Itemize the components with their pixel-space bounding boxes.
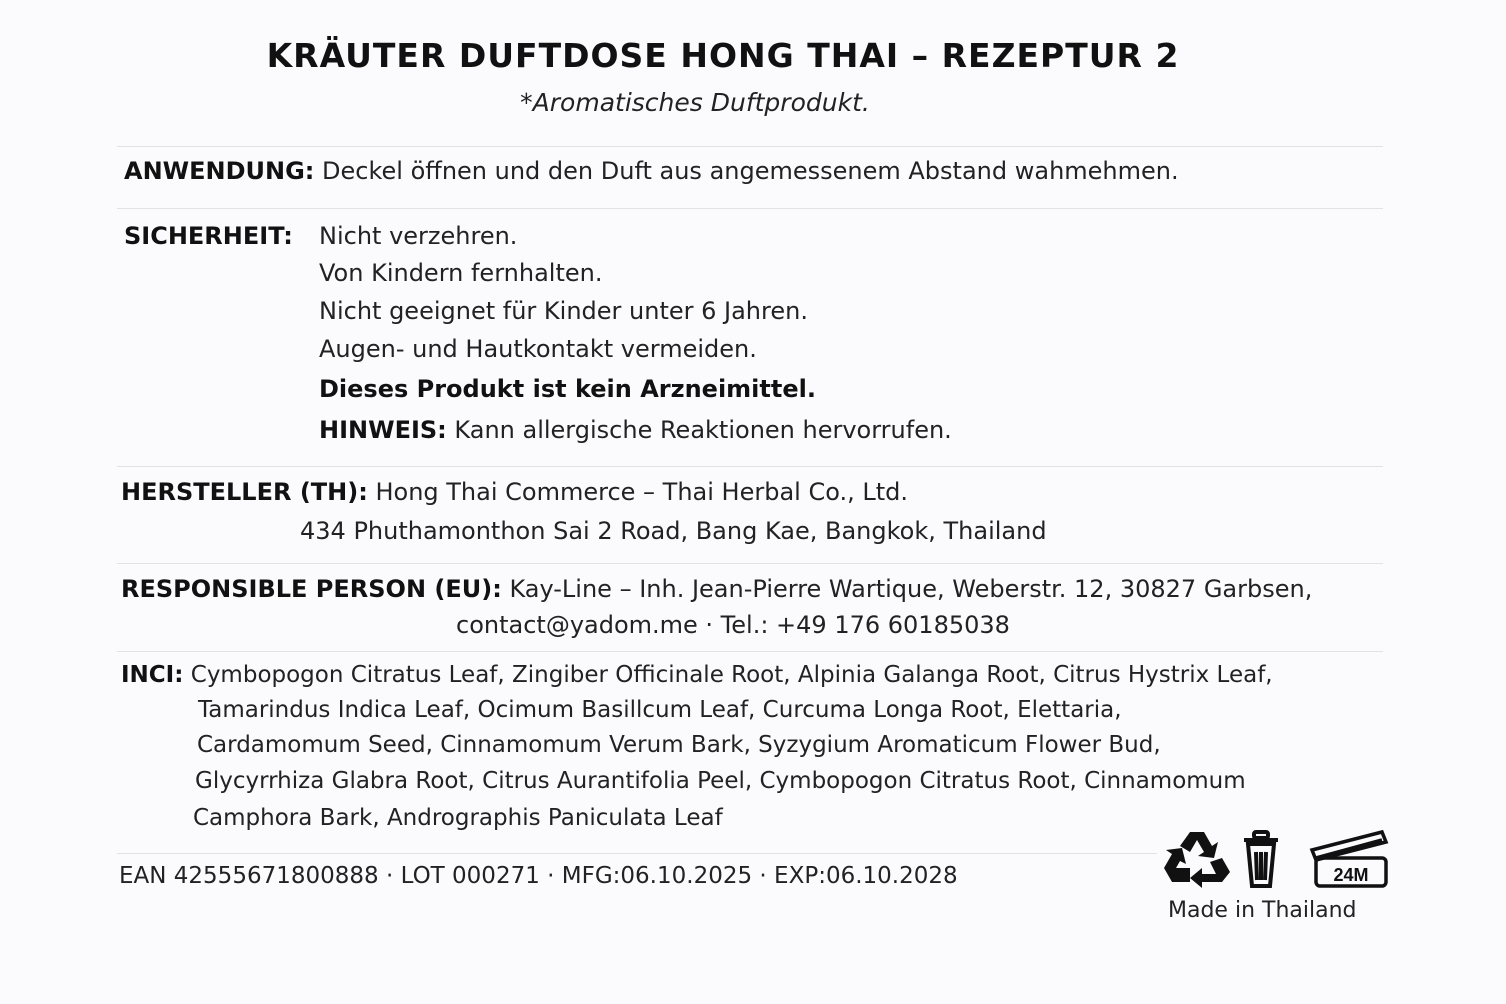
hersteller-label: HERSTELLER (TH): [121, 478, 368, 506]
hersteller-row [121, 478, 908, 506]
divider [117, 853, 1157, 854]
anwendung-label: ANWENDUNG: [124, 157, 315, 185]
sicherheit-line: Von Kindern fernhalten. [319, 259, 603, 287]
hinweis-row [319, 416, 952, 444]
sicherheit-label: SICHERHEIT: [124, 222, 293, 250]
responsible-contact: contact@yadom.me · Tel.: +49 176 60185038 [456, 611, 1010, 639]
hersteller-address: 434 Phuthamonthon Sai 2 Road, Bang Kae, Bangkok, Thailand [300, 517, 1047, 545]
trash-bin-icon [1244, 832, 1278, 886]
inci-row [121, 662, 1273, 688]
divider [117, 466, 1383, 467]
divider [117, 208, 1383, 209]
sicherheit-line: Augen- und Hautkontakt vermeiden. [319, 335, 757, 363]
inci-line: Glycyrrhiza Glabra Root, Citrus Aurantifolia Peel, Cymbopogon Citratus Root, Cinnamomum [195, 768, 1246, 794]
product-codes: EAN 42555671800888 · LOT 000271 · MFG:06.10.2025 · EXP:06.10.2028 [119, 863, 958, 889]
packaging-symbols [1160, 826, 1394, 892]
product-subtitle: *Aromatisches Duftprodukt. [520, 88, 870, 117]
responsible-label: RESPONSIBLE PERSON (EU): [121, 575, 502, 603]
sicherheit-line: Nicht geeignet für Kinder unter 6 Jahren. [319, 297, 808, 325]
no-medicine-notice: Dieses Produkt ist kein Arzneimittel. [319, 375, 816, 403]
inci-line: Tamarindus Indica Leaf, Ocimum Basillcum Leaf, Curcuma Longa Root, Elettaria, [198, 697, 1122, 723]
inci-line: Cardamomum Seed, Cinnamomum Verum Bark, Syzygium Aromaticum Flower Bud, [197, 732, 1161, 758]
anwendung-row [124, 157, 1179, 185]
responsible-address: Kay-Line – Inh. Jean-Pierre Wartique, Weberstr. 12, 30827 Garbsen, [509, 575, 1313, 603]
inci-label: INCI: [121, 662, 184, 688]
divider [117, 563, 1383, 564]
inci-line: Camphora Bark, Andrographis Paniculata Leaf [193, 805, 723, 831]
responsible-row [121, 575, 1312, 603]
sicherheit-line: Nicht verzehren. [319, 222, 518, 250]
hinweis-label: HINWEIS: [319, 416, 447, 444]
hinweis-text: Kann allergische Reaktionen hervorrufen. [454, 416, 952, 444]
divider [117, 651, 1383, 652]
inci-line: Cymbopogon Citratus Leaf, Zingiber Officinale Root, Alpinia Galanga Root, Citrus Hystrix Leaf, [190, 662, 1273, 688]
recycle-icon [1164, 832, 1230, 888]
pao-label: 24M [1333, 865, 1369, 885]
product-title: KRÄUTER DUFTDOSE HONG THAI – REZEPTUR 2 [266, 36, 1180, 75]
made-in-label: Made in Thailand [1168, 898, 1357, 923]
hersteller-name: Hong Thai Commerce – Thai Herbal Co., Ltd. [375, 478, 909, 506]
anwendung-text: Deckel öffnen und den Duft aus angemessenem Abstand wahmehmen. [322, 157, 1179, 185]
open-jar-pao-icon [1312, 832, 1386, 886]
divider [117, 146, 1383, 147]
